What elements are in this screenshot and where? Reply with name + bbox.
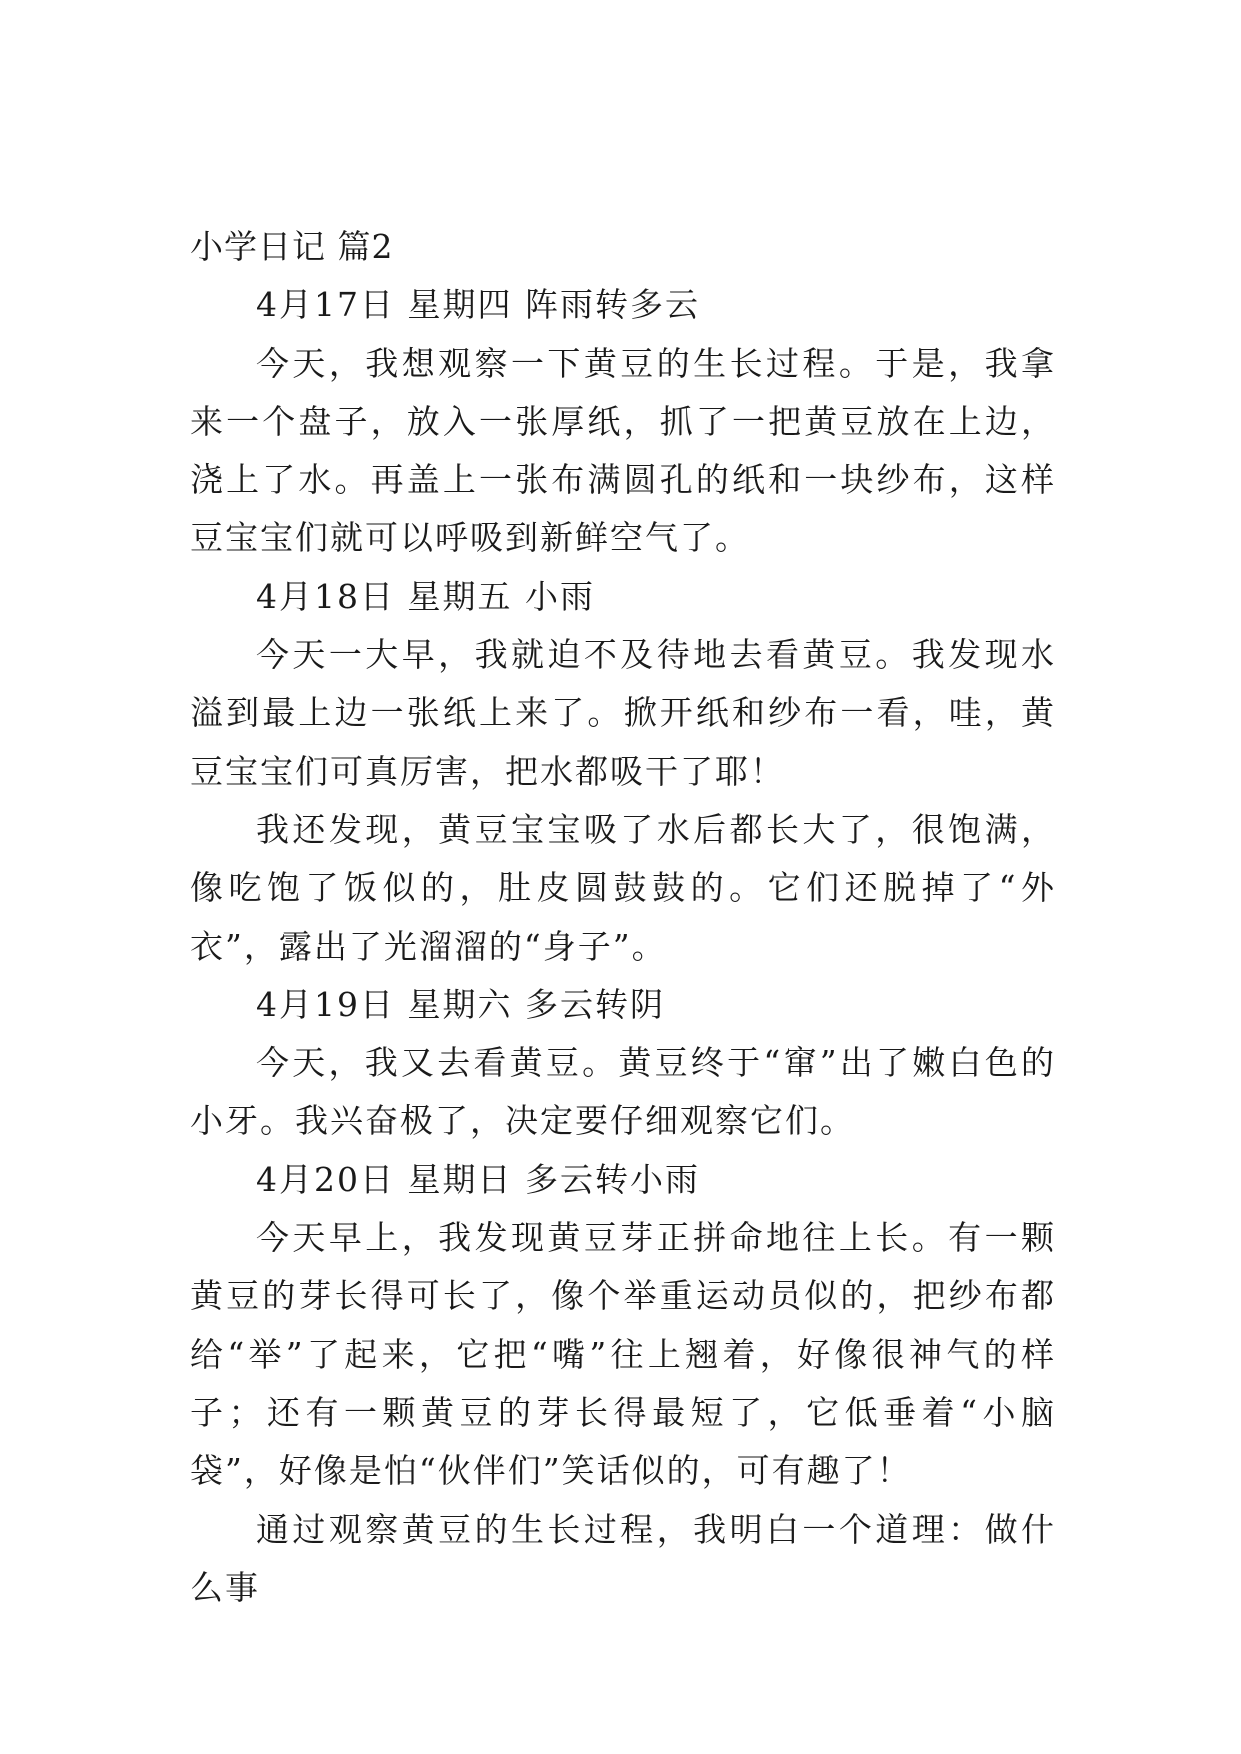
diary-paragraph: 今天，我想观察一下黄豆的生长过程。于是，我拿来一个盘子，放入一张厚纸，抓了一把黄豆放在上边，浇上了水。再盖上一张布满圆孔的纸和一块纱布，这样豆宝宝们就可以呼吸到新鲜空气了。 xyxy=(190,343,1056,558)
diary-date-line: 4月17日 星期四 阵雨转多云 xyxy=(256,285,700,325)
diary-date-line: 4月19日 星期六 多云转阴 xyxy=(256,984,665,1024)
diary-paragraph: 今天一大早，我就迫不及待地去看黄豆。我发现水溢到最上边一张纸上来了。掀开纸和纱布一看，哇，黄豆宝宝们可真厉害，把水都吸干了耶！ xyxy=(190,635,1056,791)
document-title: 小学日记 篇2 xyxy=(190,227,394,266)
diary-paragraph: 今天，我又去看黄豆。黄豆终于“窜”出了嫩白色的小牙。我兴奋极了，决定要仔细观察它们。 xyxy=(190,1043,1056,1141)
diary-date-line: 4月20日 星期日 多云转小雨 xyxy=(256,1159,700,1199)
diary-date-line: 4月18日 星期五 小雨 xyxy=(256,576,595,616)
diary-paragraph: 今天早上，我发现黄豆芽正拼命地往上长。有一颗黄豆的芽长得可长了，像个举重运动员似的，把纱布都给“举”了起来，它把“嘴”往上翘着，好像很神气的样子；还有一颗黄豆的芽长得最短了，它低垂着“小脑袋”，好像是怕“伙伴们”笑话似的，可有趣了！ xyxy=(190,1218,1056,1491)
document-body xyxy=(190,218,1056,1617)
diary-paragraph: 我还发现，黄豆宝宝吸了水后都长大了，很饱满，像吃饱了饭似的，肚皮圆鼓鼓的。它们还脱掉了“外衣”，露出了光溜溜的“身子”。 xyxy=(190,809,1056,966)
diary-paragraph: 通过观察黄豆的生长过程，我明白一个道理：做什么事 xyxy=(190,1509,1056,1607)
